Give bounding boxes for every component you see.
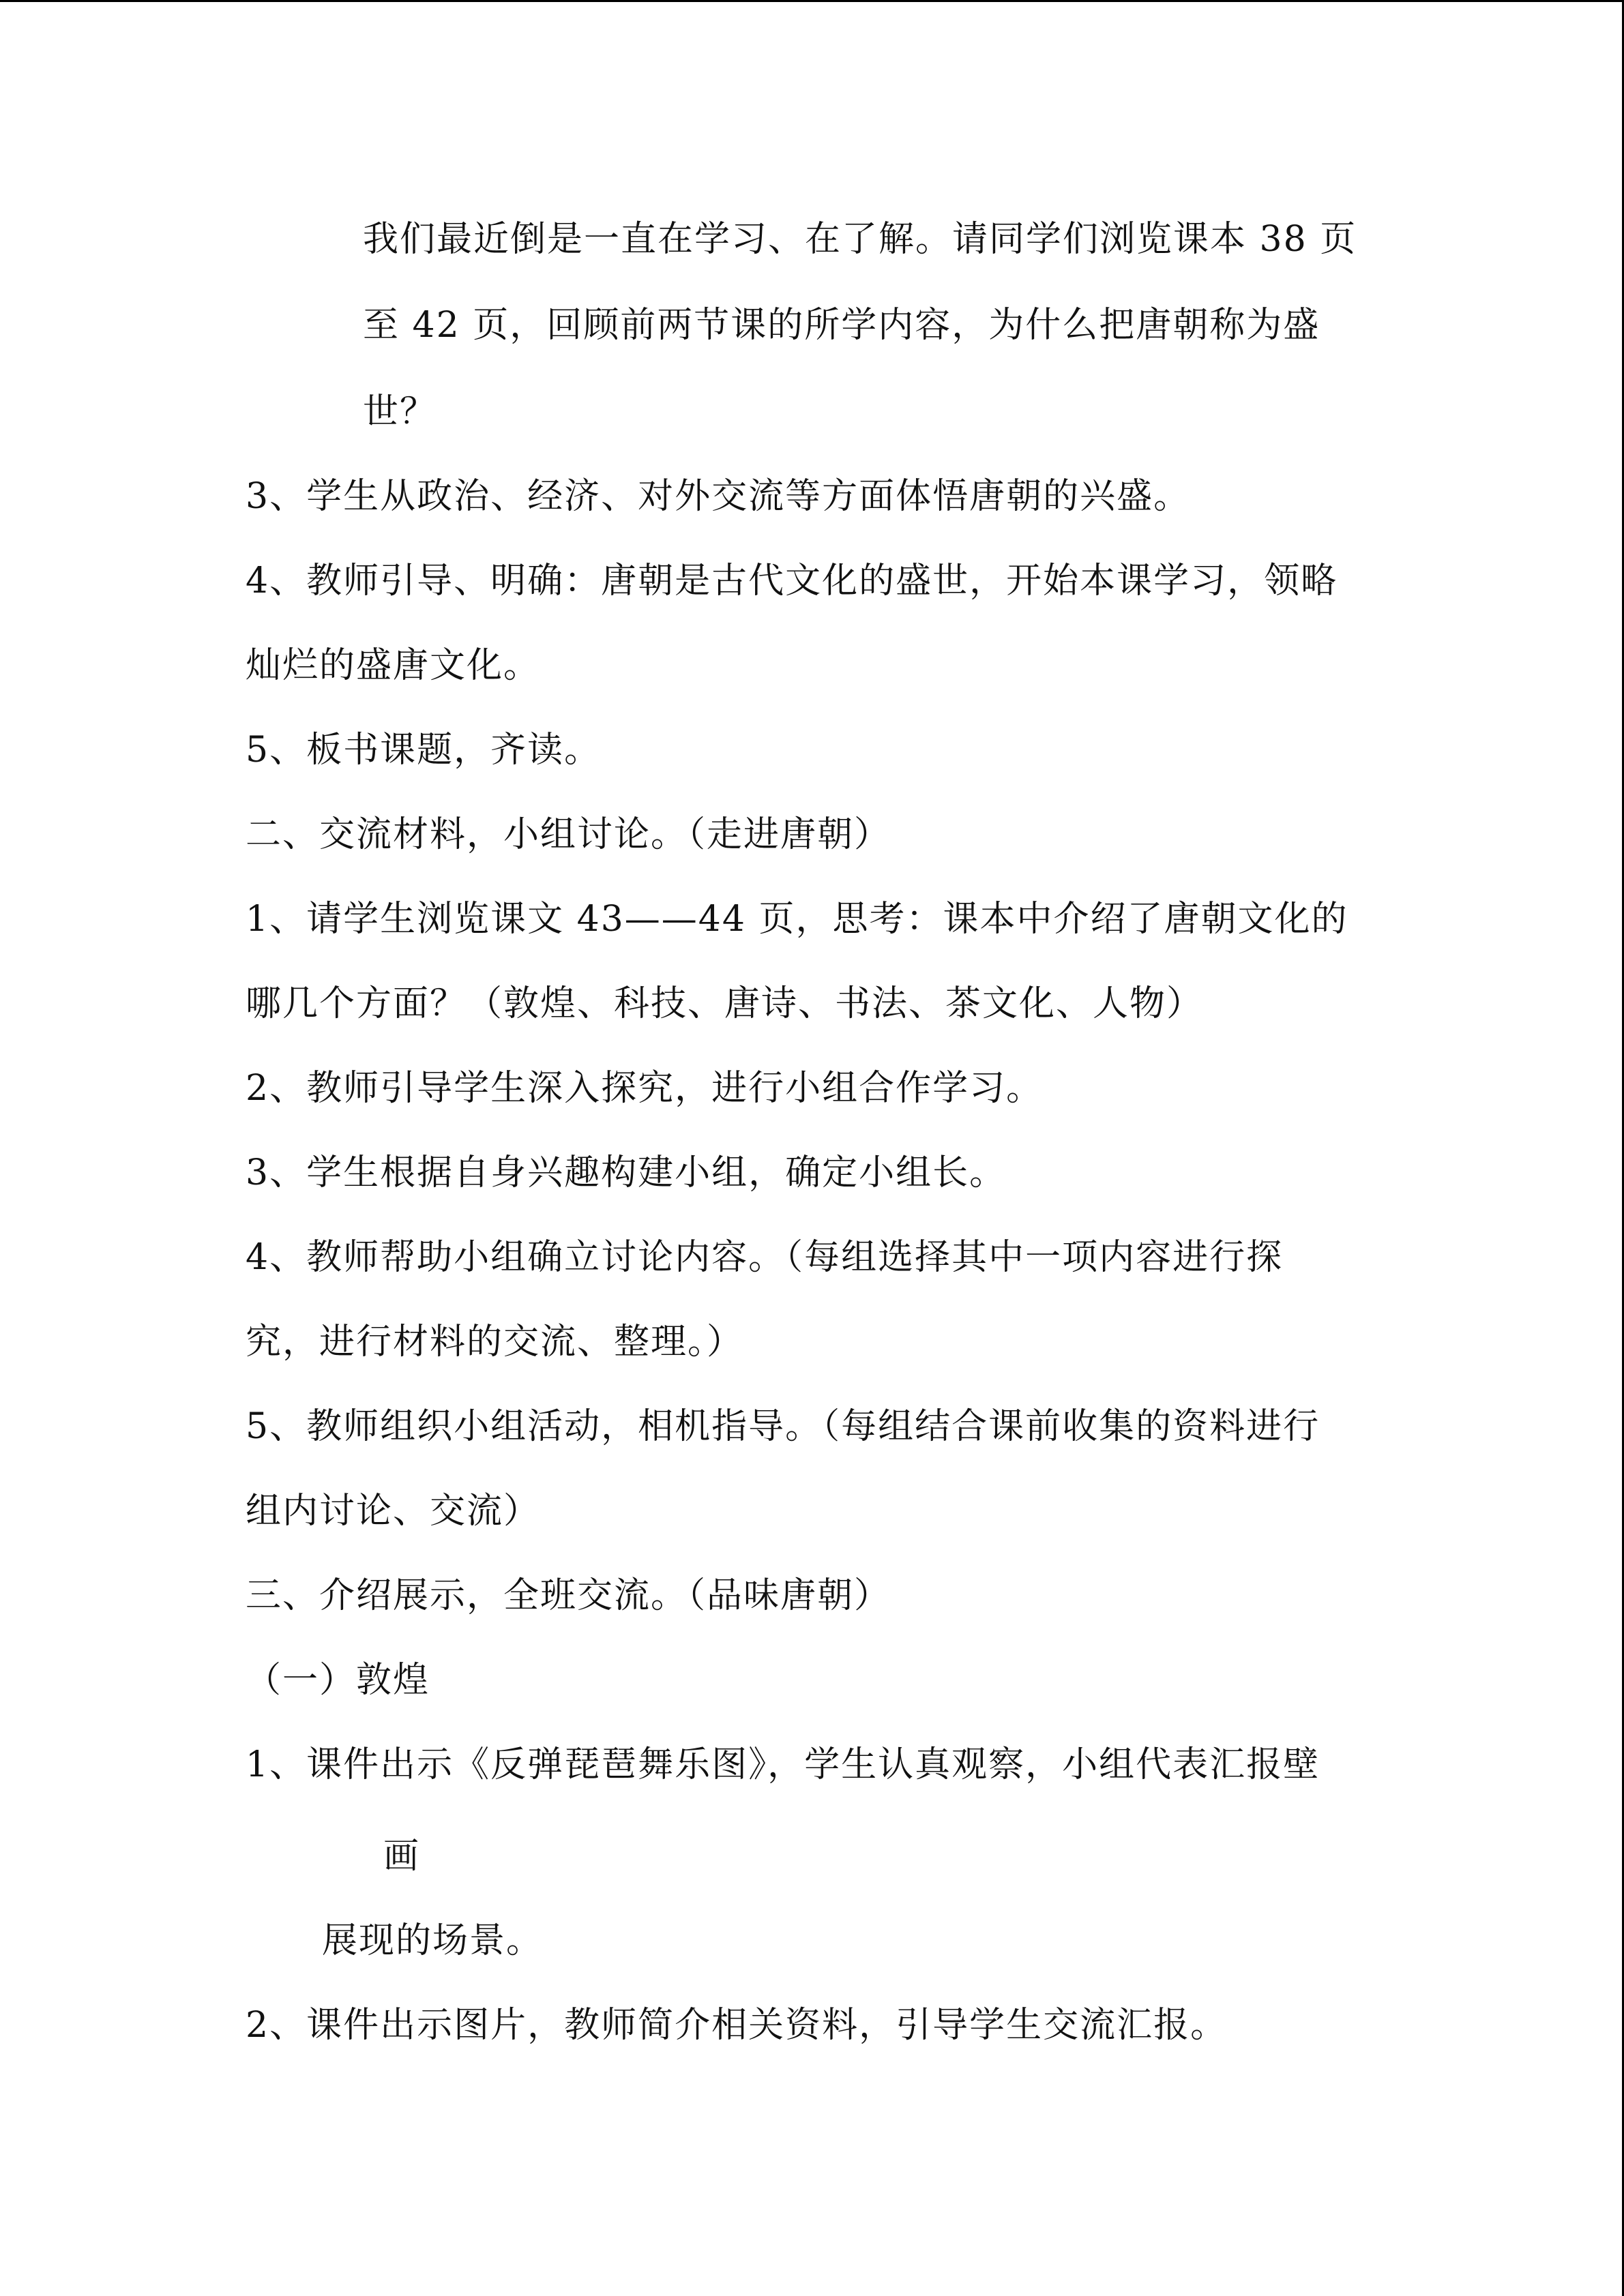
text-line: 4、教师帮助小组确立讨论内容。（每组选择其中一项内容进行探 [246, 1237, 1284, 1278]
text-line: 画 [383, 1836, 421, 1877]
text-line: 至 42 页，回顾前两节课的所学内容，为什么把唐朝称为盛 [363, 305, 1320, 346]
text-line: 展现的场景。 [322, 1920, 544, 1961]
text-line: 2、教师引导学生深入探究，进行小组合作学习。 [246, 1068, 1044, 1109]
text-line: 5、板书课题，齐读。 [246, 730, 602, 771]
section-heading: 三、介绍展示，全班交流。（品味唐朝） [246, 1575, 891, 1616]
text-line: 1、课件出示《反弹琵琶舞乐图》，学生认真观察，小组代表汇报壁 [246, 1744, 1320, 1785]
subsection-heading: （一）敦煌 [246, 1660, 430, 1701]
text-line: 世？ [363, 391, 437, 432]
text-line: 灿烂的盛唐文化。 [246, 645, 541, 686]
text-line: 3、学生根据自身兴趣构建小组，确定小组长。 [246, 1152, 1007, 1193]
text-line: 我们最近倒是一直在学习、在了解。请同学们浏览课本 38 页 [363, 219, 1357, 260]
text-line: 3、学生从政治、经济、对外交流等方面体悟唐朝的兴盛。 [246, 476, 1191, 517]
text-line: 4、教师引导、明确：唐朝是古代文化的盛世，开始本课学习，领略 [246, 561, 1338, 601]
text-line: 哪几个方面？（敦煌、科技、唐诗、书法、茶文化、人物） [246, 983, 1204, 1024]
text-line: 1、请学生浏览课文 43——44 页，思考：课本中介绍了唐朝文化的 [246, 899, 1348, 940]
text-line: 2、课件出示图片，教师简介相关资料，引导学生交流汇报。 [246, 2005, 1228, 2046]
section-heading: 二、交流材料，小组讨论。（走进唐朝） [246, 814, 891, 855]
text-line: 5、教师组织小组活动，相机指导。（每组结合课前收集的资料进行 [246, 1406, 1320, 1447]
text-line: 组内讨论、交流） [246, 1491, 541, 1532]
text-line: 究，进行材料的交流、整理。） [246, 1322, 744, 1362]
